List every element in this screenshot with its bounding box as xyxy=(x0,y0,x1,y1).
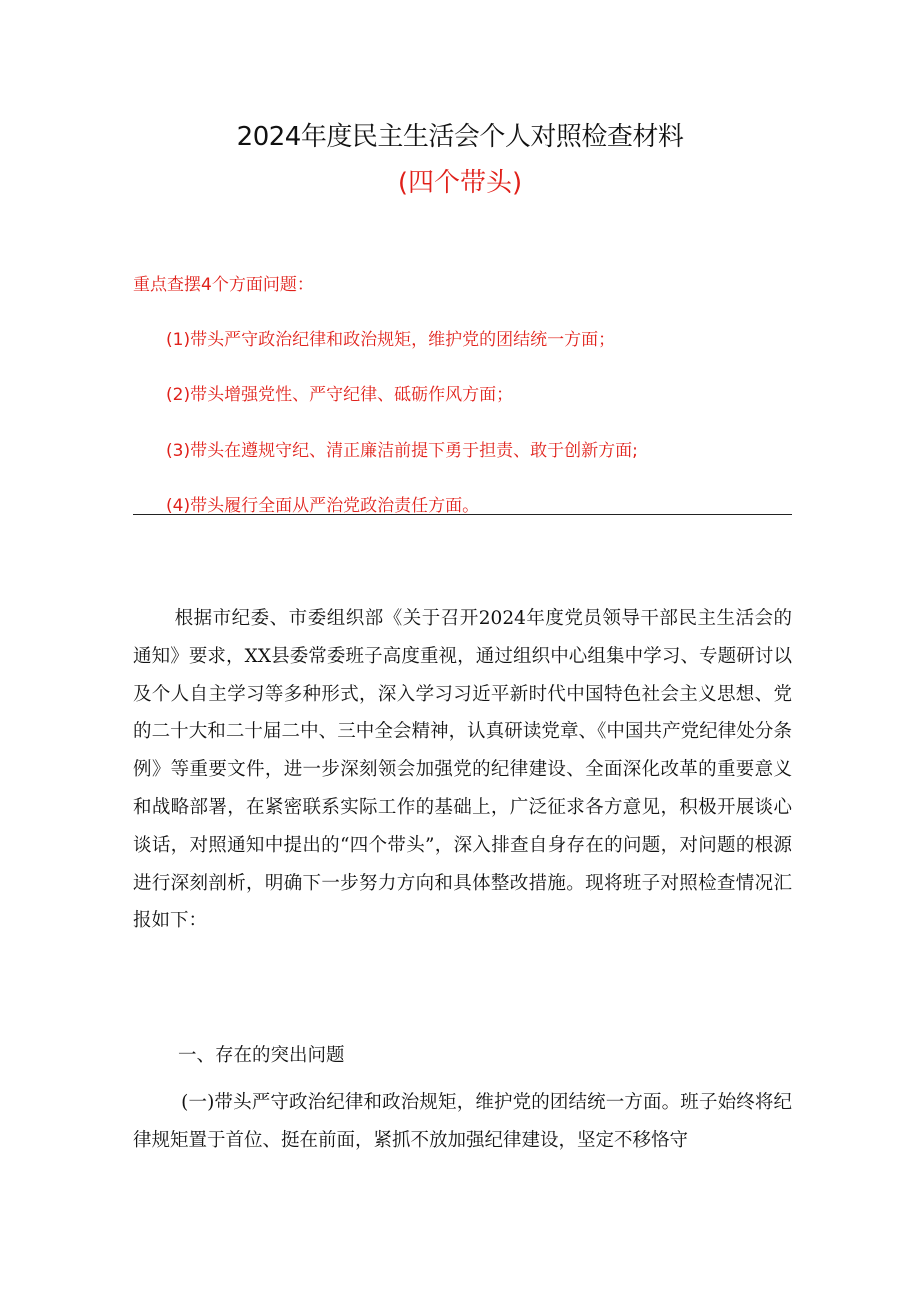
document-title: 2024年度民主生活会个人对照检查材料 xyxy=(236,122,684,152)
section-heading: 一、存在的突出问题 xyxy=(178,1045,345,1066)
point-item-3: (3)带头在遵规守纪、清正廉洁前提下勇于担责、敢于创新方面; xyxy=(166,441,638,461)
points-heading: 重点查摆4个方面问题： xyxy=(133,275,314,295)
section-paragraph: (一)带头严守政治纪律和政治规矩，维护党的团结统一方面。班子始终将纪律规矩置于首位、挺在前面，紧抓不放加强纪律建设，坚定不移恪守 xyxy=(133,1092,792,1151)
point-item-2: (2)带头增强党性、严守纪律、砥砺作风方面； xyxy=(166,385,514,405)
section-divider xyxy=(133,514,792,515)
point-item-1: (1)带头严守政治纪律和政治规矩，维护党的团结统一方面； xyxy=(166,330,616,350)
intro-paragraph: 根据市纪委、市委组织部《关于召开2024年度党员领导干部民主生活会的通知》要求，XX县委常委班子高度重视，通过组织中心组集中学习、专题研讨以及个人自主学习等多种形式，深入学习习近平新时代中国特色社会主义思想、党的二十大和二十届二中、三中全会精神，认真研读党章、《中国共产党纪律处分条例》等重要文件，进一步深刻领会加强党的纪律建设、全面深化改革的重要意义和战略部署，在紧密联系实际工作的基础上，广泛征求各方意见，积极开展谈心谈话，对照通知中提出的“四个带头”，深入排查自身存在的问题，对问题的根源进行深刻剖析，明确下一步努力方向和具体整改措施。现将班子对照检查情况汇报如下： xyxy=(133,608,792,932)
document-subtitle: (四个带头) xyxy=(397,168,523,198)
point-item-4: (4)带头履行全面从严治党政治责任方面。 xyxy=(166,496,480,516)
